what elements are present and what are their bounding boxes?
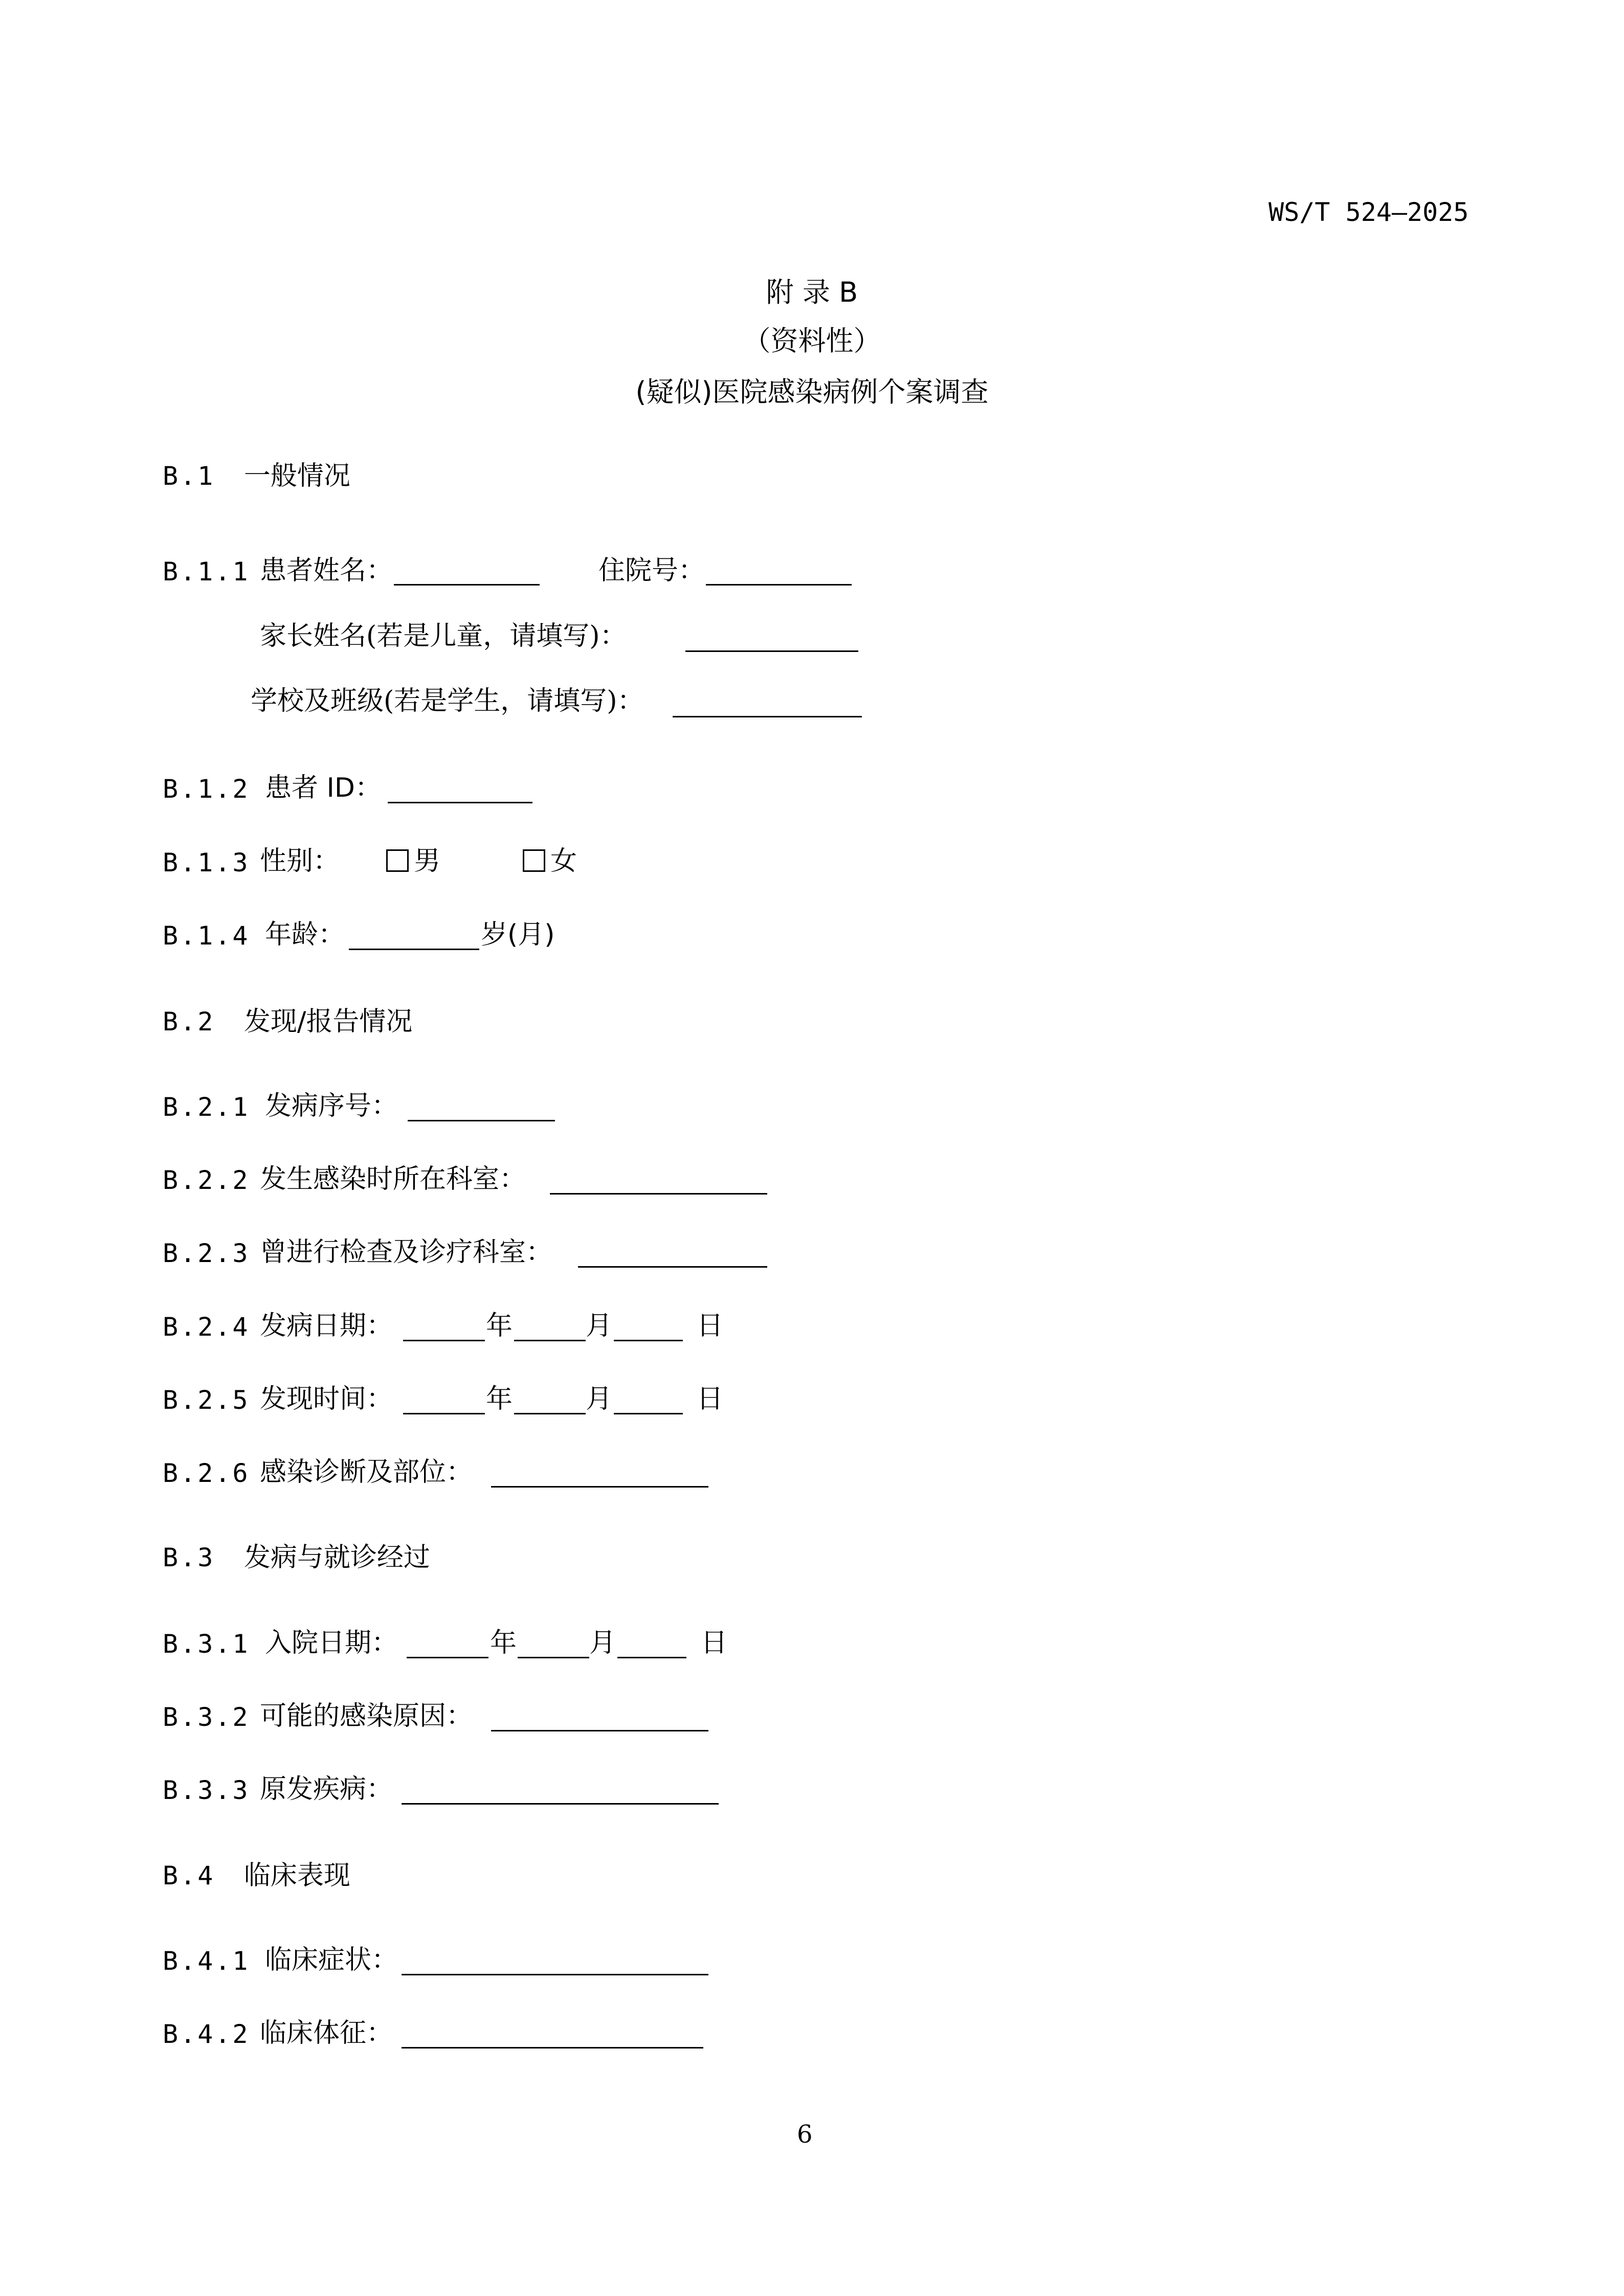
onset-year-field[interactable] (403, 1340, 485, 1341)
exam-dept-label: 曾进行检查及诊疗科室： (260, 1237, 553, 1268)
primary-disease-label: 原发疾病： (260, 1774, 393, 1805)
appendix-name: (疑似)医院感染病例个案调查 (635, 376, 989, 408)
month-unit: 月 (586, 1384, 613, 1414)
school-class-field[interactable] (673, 716, 862, 717)
field-number: B.1.4 (163, 921, 250, 951)
symptoms-label: 临床症状： (265, 1945, 398, 1975)
section-b4 (163, 1862, 350, 1889)
year-unit: 年 (486, 1384, 513, 1414)
diagnosis-field[interactable] (491, 1486, 708, 1488)
signs-label: 临床体征： (260, 2018, 393, 2049)
symptoms-field[interactable] (402, 1974, 708, 1975)
gender-label: 性别： (260, 846, 340, 876)
field-number: B.3.1 (163, 1629, 250, 1659)
discovery-day-field[interactable] (614, 1413, 683, 1414)
section-number: B.3 (163, 1543, 215, 1572)
infection-cause-label: 可能的感染原因： (260, 1701, 473, 1731)
page-number: 6 (797, 2120, 813, 2149)
admission-date-label: 入院日期： (265, 1628, 398, 1658)
field-number: B.1.2 (163, 774, 250, 804)
section-b2 (163, 1008, 412, 1035)
female-label: 女 (550, 846, 577, 876)
field-number: B.2.3 (163, 1239, 250, 1268)
onset-date-label: 发病日期： (260, 1311, 393, 1341)
section-title: 临床表现 (243, 1860, 350, 1891)
male-checkbox[interactable] (386, 849, 409, 872)
field-number: B.4.2 (163, 2019, 250, 2049)
appendix-title: 附 录 B (766, 276, 858, 308)
month-unit: 月 (589, 1628, 616, 1658)
discovery-time-label: 发现时间： (260, 1384, 393, 1414)
field-number: B.1.1 (163, 557, 250, 587)
male-label: 男 (414, 846, 441, 876)
exam-dept-field[interactable] (578, 1266, 767, 1268)
field-number: B.2.6 (163, 1458, 250, 1488)
gender-male-option[interactable] (386, 848, 440, 874)
infection-cause-field[interactable] (491, 1730, 708, 1731)
onset-month-field[interactable] (514, 1340, 586, 1341)
gender-female-option[interactable] (523, 848, 577, 874)
age-label: 年龄： (265, 919, 345, 950)
patient-id-label: 患者 ID： (265, 773, 382, 803)
discovery-month-field[interactable] (514, 1413, 586, 1414)
admission-month-field[interactable] (518, 1657, 589, 1658)
month-unit: 月 (586, 1311, 613, 1341)
patient-id-field[interactable] (388, 802, 532, 803)
onset-day-field[interactable] (614, 1340, 683, 1341)
field-number: B.3.2 (163, 1702, 250, 1732)
section-b3 (163, 1544, 430, 1571)
parent-name-label: 家长姓名(若是儿童，请填写)： (260, 621, 627, 651)
age-field[interactable] (349, 949, 479, 950)
primary-disease-field[interactable] (402, 1803, 719, 1805)
patient-name-field[interactable] (394, 584, 540, 586)
section-title: 发病与就诊经过 (243, 1542, 430, 1573)
onset-seq-field[interactable] (408, 1120, 555, 1121)
section-number: B.2 (163, 1007, 215, 1037)
day-unit: 日 (701, 1628, 728, 1658)
section-title: 一般情况 (243, 461, 350, 491)
year-unit: 年 (486, 1311, 513, 1341)
admission-no-label: 住院号： (598, 555, 705, 586)
section-number: B.1 (163, 461, 215, 491)
female-checkbox[interactable] (523, 849, 545, 872)
appendix-nature: （资料性） (743, 325, 881, 357)
onset-seq-label: 发病序号： (265, 1091, 398, 1121)
field-number: B.2.4 (163, 1312, 250, 1342)
field-number: B.4.1 (163, 1946, 250, 1976)
dept-field[interactable] (550, 1193, 767, 1195)
day-unit: 日 (697, 1311, 724, 1341)
field-number: B.1.3 (163, 848, 250, 877)
field-number: B.2.2 (163, 1165, 250, 1195)
school-class-label: 学校及班级(若是学生，请填写)： (251, 686, 644, 716)
section-title: 发现/报告情况 (243, 1006, 413, 1037)
admission-year-field[interactable] (407, 1657, 488, 1658)
age-unit: 岁(月) (481, 919, 555, 950)
admission-no-field[interactable] (706, 584, 852, 586)
admission-day-field[interactable] (617, 1657, 686, 1658)
dept-label: 发生感染时所在科室： (260, 1164, 526, 1195)
diagnosis-label: 感染诊断及部位： (260, 1457, 473, 1488)
field-number: B.3.3 (163, 1775, 250, 1805)
standard-code: WS/T 524—2025 (1269, 197, 1469, 227)
section-number: B.4 (163, 1861, 215, 1890)
patient-name-label: 患者姓名： (260, 555, 393, 586)
signs-field[interactable] (402, 2047, 703, 2049)
day-unit: 日 (697, 1384, 724, 1414)
field-number: B.2.5 (163, 1385, 250, 1415)
year-unit: 年 (490, 1628, 517, 1658)
field-number: B.2.1 (163, 1092, 250, 1122)
parent-name-field[interactable] (685, 650, 858, 652)
section-b1 (163, 463, 350, 489)
discovery-year-field[interactable] (403, 1413, 485, 1414)
